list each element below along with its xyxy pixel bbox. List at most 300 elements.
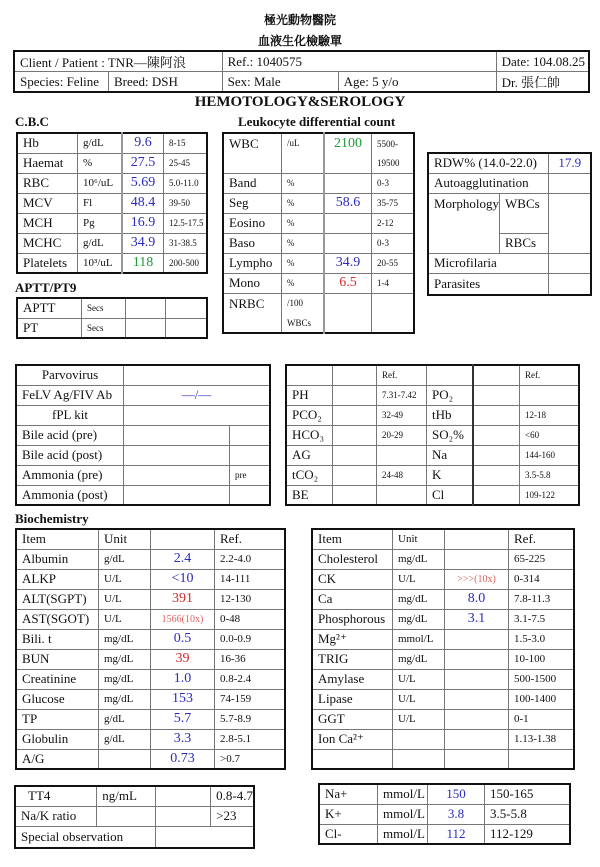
biochem-value xyxy=(445,729,509,749)
section-title: HEMOTOLOGY&SEROLOGY xyxy=(194,94,406,110)
biochem-item: ALT(SGPT) xyxy=(16,589,99,609)
coag-row xyxy=(17,318,207,338)
gas-row xyxy=(286,445,579,465)
gas-right-value xyxy=(473,425,520,445)
biochem-value xyxy=(445,689,509,709)
biochem-unit: mg/dL xyxy=(393,649,445,669)
gas-left-value xyxy=(333,405,377,425)
coag-title: APTT/PT9 xyxy=(15,280,77,295)
electrolyte-item: Cl- xyxy=(319,824,378,844)
leuko-table xyxy=(222,132,415,334)
biochem-value: 391 xyxy=(151,589,215,609)
biochem-item: Phosphorous xyxy=(312,609,393,629)
biochem-item: BUN xyxy=(16,649,99,669)
leuko-value xyxy=(324,173,372,193)
biochem-item: TRIG xyxy=(312,649,393,669)
cbc-row xyxy=(17,213,207,233)
electrolytes-table xyxy=(318,783,571,845)
biochem-item: GGT xyxy=(312,709,393,729)
biochem-ref: 5.7-8.9 xyxy=(215,709,286,729)
leuko-value: 34.9 xyxy=(324,253,372,273)
ammonia-post-label: Ammonia (post) xyxy=(16,485,124,505)
wbc-item: WBC xyxy=(223,133,282,173)
electrolyte-unit: mmol/L xyxy=(378,824,428,844)
gas-hdr-left-ref: Ref. xyxy=(377,365,427,385)
biochem-ref: 7.8-11.3 xyxy=(509,589,575,609)
header-unit: Unit xyxy=(393,529,445,549)
biochem-row xyxy=(16,569,285,589)
biochem-value: 2.4 xyxy=(151,549,215,569)
gas-right-value xyxy=(473,405,520,425)
biochem-item: Mg²⁺ xyxy=(312,629,393,649)
cbc-unit: g/dL xyxy=(78,233,123,253)
cbc-value: 48.4 xyxy=(122,193,164,213)
biochem-row xyxy=(312,729,574,749)
cbc-item: MCHC xyxy=(17,233,78,253)
nrbc-item: NRBC xyxy=(223,293,282,333)
gas-left-item: PH xyxy=(286,385,333,405)
biochem-ref: 1.5-3.0 xyxy=(509,629,575,649)
biochem-item: Ca xyxy=(312,589,393,609)
gas-right-value xyxy=(473,485,520,505)
leuko-ref: 0-3 xyxy=(372,233,415,253)
biochem-unit: U/L xyxy=(99,569,151,589)
biochem-value: 1566(10x) xyxy=(151,609,215,629)
electrolyte-row xyxy=(319,784,570,804)
leuko-item: Eosino xyxy=(223,213,282,233)
biochem-value xyxy=(445,749,509,769)
microfilaria-label: Microfilaria xyxy=(428,253,549,273)
gas-right-item: PO₂ xyxy=(427,385,474,405)
biochem-ref: >0.7 xyxy=(215,749,286,769)
tt4-unit: ng/mL xyxy=(97,786,156,806)
leuko-unit: % xyxy=(282,233,325,253)
biochem-ref: 12-130 xyxy=(215,589,286,609)
cbc-ref: 200-500 xyxy=(164,253,208,273)
wbc-unit: /uL xyxy=(282,133,325,173)
serology-table xyxy=(15,364,271,506)
biochem-row xyxy=(312,749,574,769)
biochem-value: >>>(10x) xyxy=(445,569,509,589)
biochem-unit: mg/dL xyxy=(99,629,151,649)
biochem-ref: 0-48 xyxy=(215,609,286,629)
biochem-ref: 0.8-2.4 xyxy=(215,669,286,689)
coag-unit: Secs xyxy=(82,318,126,338)
biochem-unit: g/dL xyxy=(99,729,151,749)
leuko-title: Leukocyte differential count xyxy=(238,114,396,129)
cbc-value: 5.69 xyxy=(122,173,164,193)
breed: Breed: DSH xyxy=(109,72,223,93)
bile-pre-label: Bile acid (pre) xyxy=(16,425,124,445)
electrolyte-value: 150 xyxy=(428,784,485,804)
electrolyte-unit: mmol/L xyxy=(378,804,428,824)
electrolyte-value: 3.8 xyxy=(428,804,485,824)
header-item: Item xyxy=(312,529,393,549)
biochem-value: 0.5 xyxy=(151,629,215,649)
biochem-item: AST(SGOT) xyxy=(16,609,99,629)
bile-pre-value xyxy=(124,425,230,445)
cbc-row xyxy=(17,253,207,273)
biochem-row xyxy=(16,669,285,689)
cbc-row xyxy=(17,173,207,193)
wbc-row xyxy=(223,133,414,153)
gas-right-ref: 3.5-5.8 xyxy=(520,465,580,485)
biochem-item: Ion Ca²⁺ xyxy=(312,729,393,749)
electrolyte-row xyxy=(319,824,570,844)
cbc-title: C.B.C xyxy=(15,114,49,129)
biochem-value xyxy=(445,669,509,689)
bile-post-label: Bile acid (post) xyxy=(16,445,124,465)
coag-item: APTT xyxy=(17,298,82,318)
header-ref: Ref. xyxy=(215,529,286,549)
biochem-ref: 14-111 xyxy=(215,569,286,589)
electrolyte-unit: mmol/L xyxy=(378,784,428,804)
coag-value xyxy=(126,318,166,338)
biochem-unit: U/L xyxy=(99,589,151,609)
leuko-value xyxy=(324,233,372,253)
biochem-row xyxy=(16,589,285,609)
biochem-ref: 100-1400 xyxy=(509,689,575,709)
biochem-ref: 2.8-5.1 xyxy=(215,729,286,749)
biochem-item: Cholesterol xyxy=(312,549,393,569)
bile-pre-note xyxy=(230,425,271,445)
wbc-ref-line2: 19500 xyxy=(372,153,415,173)
autoagglutination-value xyxy=(549,173,591,193)
biochem-value: 39 xyxy=(151,649,215,669)
leuko-value xyxy=(324,213,372,233)
biochem-item: Amylase xyxy=(312,669,393,689)
leuko-unit: % xyxy=(282,213,325,233)
gas-left-item: HCO₃ xyxy=(286,425,333,445)
morphology-rbcs: RBCs xyxy=(500,233,549,253)
cbc-item: Platelets xyxy=(17,253,78,273)
biochem-ref: 0.0-0.9 xyxy=(215,629,286,649)
cbc-value: 9.6 xyxy=(122,133,164,153)
biochem-item: Globulin xyxy=(16,729,99,749)
biochem-row xyxy=(16,709,285,729)
leuko-unit: % xyxy=(282,173,325,193)
leuko-value: 58.6 xyxy=(324,193,372,213)
biochem-ref: 500-1500 xyxy=(509,669,575,689)
nrbc-ref xyxy=(372,293,415,333)
leuko-row xyxy=(223,273,414,293)
autoagglutination-label: Autoagglutination xyxy=(428,173,549,193)
biochem-row xyxy=(312,569,574,589)
header-ref: Ref. xyxy=(509,529,575,549)
biochem-unit: U/L xyxy=(393,709,445,729)
biochem-row xyxy=(16,549,285,569)
leuko-row xyxy=(223,233,414,253)
biochem-unit: g/dL xyxy=(99,709,151,729)
leuko-row xyxy=(223,173,414,193)
biochem-unit: U/L xyxy=(99,609,151,629)
nrbc-unit-line2: WBCs xyxy=(282,313,325,333)
cbc-ref: 25-45 xyxy=(164,153,208,173)
biochem-value: 0.73 xyxy=(151,749,215,769)
tt4-value xyxy=(156,786,211,806)
gas-left-ref: 7.31-7.42 xyxy=(377,385,427,405)
cbc-row xyxy=(17,133,207,153)
gas-right-item: tHb xyxy=(427,405,474,425)
leuko-row xyxy=(223,193,414,213)
rdw-value: 17.9 xyxy=(549,153,591,173)
biochem-table-right xyxy=(311,528,575,770)
coag-table xyxy=(16,297,208,339)
cbc-table xyxy=(16,132,208,274)
morphology-value xyxy=(549,193,591,253)
nak-ref: >23 xyxy=(211,806,254,826)
gas-header-row xyxy=(286,365,579,385)
biochem-unit: g/dL xyxy=(99,549,151,569)
gas-left-ref xyxy=(377,445,427,465)
gas-left-item: PCO₂ xyxy=(286,405,333,425)
parvovirus-label: Parvovirus xyxy=(16,365,124,385)
gas-right-ref xyxy=(520,385,580,405)
gas-left-ref: 20-29 xyxy=(377,425,427,445)
gas-left-ref xyxy=(377,485,427,505)
biochem-ref: 1.13-1.38 xyxy=(509,729,575,749)
ammonia-post-value xyxy=(124,485,230,505)
leuko-ref: 1-4 xyxy=(372,273,415,293)
gas-left-item: AG xyxy=(286,445,333,465)
gas-left-item: BE xyxy=(286,485,333,505)
gas-left-value xyxy=(333,425,377,445)
cbc-item: Haemat xyxy=(17,153,78,173)
cbc-item: MCV xyxy=(17,193,78,213)
leuko-value: 6.5 xyxy=(324,273,372,293)
biochem-unit: U/L xyxy=(393,689,445,709)
species: Species: Feline xyxy=(14,72,109,93)
leuko-row xyxy=(223,253,414,273)
hospital-name: 極光動物醫院 xyxy=(263,13,336,27)
parasites-label: Parasites xyxy=(428,273,549,295)
biochem-unit: mg/dL xyxy=(393,549,445,569)
cbc-row xyxy=(17,193,207,213)
biochem-row xyxy=(312,709,574,729)
special-observation-value xyxy=(156,826,254,848)
biochem-ref: 65-225 xyxy=(509,549,575,569)
cbc-ref: 5.0-11.0 xyxy=(164,173,208,193)
biochem-row xyxy=(16,729,285,749)
cbc-item: Hb xyxy=(17,133,78,153)
morphology-label: Morphology xyxy=(428,193,500,253)
leuko-ref: 20-55 xyxy=(372,253,415,273)
gas-left-ref: 24-48 xyxy=(377,465,427,485)
biochem-unit: mg/dL xyxy=(99,649,151,669)
nak-unit xyxy=(97,806,156,826)
biochem-row xyxy=(312,609,574,629)
cbc-item: RBC xyxy=(17,173,78,193)
gas-hdr-left-value xyxy=(333,365,377,385)
cbc-unit: 10⁶/uL xyxy=(78,173,123,193)
biochem-ref xyxy=(509,749,575,769)
biochem-row xyxy=(16,749,285,769)
biochem-header-row xyxy=(16,529,285,549)
gas-right-ref: 12-18 xyxy=(520,405,580,425)
biochem-value: 5.7 xyxy=(151,709,215,729)
gas-left-ref: 32-49 xyxy=(377,405,427,425)
form-title: 血液生化檢驗單 xyxy=(257,34,342,48)
biochem-ref: 2.2-4.0 xyxy=(215,549,286,569)
electrolyte-item: K+ xyxy=(319,804,378,824)
gas-right-item: K xyxy=(427,465,474,485)
gas-right-value xyxy=(473,445,520,465)
gas-right-ref: <60 xyxy=(520,425,580,445)
biochem-item: A/G xyxy=(16,749,99,769)
biochem-unit: mg/dL xyxy=(99,669,151,689)
coag-row xyxy=(17,298,207,318)
biochem-value: 3.1 xyxy=(445,609,509,629)
gas-row xyxy=(286,465,579,485)
biochem-item: Creatinine xyxy=(16,669,99,689)
fpl-value xyxy=(124,405,271,425)
special-observation-label: Special observation xyxy=(15,826,156,848)
biochem-ref: 3.1-7.5 xyxy=(509,609,575,629)
wbc-ref-line1: 5500- xyxy=(372,133,415,153)
coag-value xyxy=(126,298,166,318)
morphology-wbcs: WBCs xyxy=(500,193,549,233)
electrolyte-ref: 112-129 xyxy=(485,824,571,844)
leuko-ref: 2-12 xyxy=(372,213,415,233)
cbc-ref: 31-38.5 xyxy=(164,233,208,253)
biochem-item: TP xyxy=(16,709,99,729)
header-value xyxy=(151,529,215,549)
bile-post-value xyxy=(124,445,230,465)
gas-hdr-right-value xyxy=(473,365,520,385)
gas-hdr-left-item xyxy=(286,365,333,385)
cbc-value: 16.9 xyxy=(122,213,164,233)
biochem-value: 1.0 xyxy=(151,669,215,689)
biochem-item: Glucose xyxy=(16,689,99,709)
header-item: Item xyxy=(16,529,99,549)
gas-hdr-right-item xyxy=(427,365,474,385)
biochem-value: 3.3 xyxy=(151,729,215,749)
patient-info-table xyxy=(13,50,590,93)
gas-right-ref: 109-122 xyxy=(520,485,580,505)
leuko-item: Mono xyxy=(223,273,282,293)
gas-left-value xyxy=(333,485,377,505)
biochem-row xyxy=(16,689,285,709)
rdw-label: RDW% (14.0-22.0) xyxy=(428,153,549,173)
leuko-unit: % xyxy=(282,273,325,293)
biochem-row xyxy=(16,629,285,649)
header-unit: Unit xyxy=(99,529,151,549)
microfilaria-value xyxy=(549,253,591,273)
biochem-row xyxy=(312,589,574,609)
doctor: Dr. 張仁帥 xyxy=(496,72,589,93)
gas-left-value xyxy=(333,445,377,465)
nrbc-value xyxy=(324,293,372,333)
gas-right-item: Na xyxy=(427,445,474,465)
gas-right-value xyxy=(473,385,520,405)
parvovirus-value xyxy=(124,365,271,385)
ammonia-pre-value xyxy=(124,465,230,485)
biochem-row xyxy=(312,629,574,649)
biochem-value: 153 xyxy=(151,689,215,709)
cbc-ref: 8-15 xyxy=(164,133,208,153)
biochem-unit xyxy=(393,729,445,749)
endocrine-table xyxy=(14,785,255,849)
wbc-value: 2100 xyxy=(324,133,372,173)
nrbc-row xyxy=(223,293,414,313)
biochem-unit: U/L xyxy=(393,669,445,689)
biochem-item xyxy=(312,749,393,769)
biochem-unit: mmol/L xyxy=(393,629,445,649)
cbc-ref: 39-50 xyxy=(164,193,208,213)
biochem-unit: mg/dL xyxy=(99,689,151,709)
electrolyte-row xyxy=(319,804,570,824)
nak-label: Na/K ratio xyxy=(15,806,97,826)
biochem-item: CK xyxy=(312,569,393,589)
nrbc-unit-line1: /100 xyxy=(282,293,325,313)
electrolyte-item: Na+ xyxy=(319,784,378,804)
coag-ref xyxy=(166,298,208,318)
ammonia-pre-label: Ammonia (pre) xyxy=(16,465,124,485)
biochem-row xyxy=(312,649,574,669)
biochem-row xyxy=(312,669,574,689)
fpl-label: fPL kit xyxy=(16,405,124,425)
biochem-unit: U/L xyxy=(393,569,445,589)
cbc-unit: % xyxy=(78,153,123,173)
sex: Sex: Male xyxy=(222,72,338,93)
nak-value xyxy=(156,806,211,826)
leuko-row xyxy=(223,213,414,233)
gas-left-value xyxy=(333,465,377,485)
tt4-ref: 0.8-4.7 xyxy=(211,786,254,806)
cbc-row xyxy=(17,153,207,173)
parasites-value xyxy=(549,273,591,295)
biochem-row xyxy=(16,609,285,629)
biochem-value xyxy=(445,629,509,649)
ref-number: Ref.: 1040575 xyxy=(222,51,496,72)
coag-unit: Secs xyxy=(82,298,126,318)
gas-row xyxy=(286,405,579,425)
cbc-value: 118 xyxy=(122,253,164,273)
cbc-value: 27.5 xyxy=(122,153,164,173)
gas-right-ref: 144-160 xyxy=(520,445,580,465)
cbc-unit: g/dL xyxy=(78,133,123,153)
biochem-row xyxy=(312,549,574,569)
biochem-ref: 16-36 xyxy=(215,649,286,669)
biochem-unit: mg/dL xyxy=(393,589,445,609)
biochem-item: ALKP xyxy=(16,569,99,589)
biochem-value xyxy=(445,549,509,569)
biochem-value xyxy=(445,709,509,729)
rdw-panel xyxy=(427,152,592,296)
biochem-item: Lipase xyxy=(312,689,393,709)
biochem-unit: mg/dL xyxy=(393,609,445,629)
leuko-item: Lympho xyxy=(223,253,282,273)
biochem-ref: 0-314 xyxy=(509,569,575,589)
leuko-item: Baso xyxy=(223,233,282,253)
tt4-label: TT4 xyxy=(15,786,97,806)
gas-right-item: SO₂% xyxy=(427,425,474,445)
biochem-ref: 0-1 xyxy=(509,709,575,729)
biochem-unit xyxy=(99,749,151,769)
client-patient: Client / Patient : TNR—陳阿浪 xyxy=(14,51,222,72)
biochem-table-left xyxy=(15,528,286,770)
ammonia-post-note xyxy=(230,485,271,505)
biochem-row xyxy=(16,649,285,669)
ammonia-pre-note: pre xyxy=(230,465,271,485)
electrolyte-ref: 3.5-5.8 xyxy=(485,804,571,824)
cbc-row xyxy=(17,233,207,253)
biochem-value xyxy=(445,649,509,669)
leuko-unit: % xyxy=(282,253,325,273)
biochem-ref: 10-100 xyxy=(509,649,575,669)
cbc-unit: Pg xyxy=(78,213,123,233)
gas-left-value xyxy=(333,385,377,405)
